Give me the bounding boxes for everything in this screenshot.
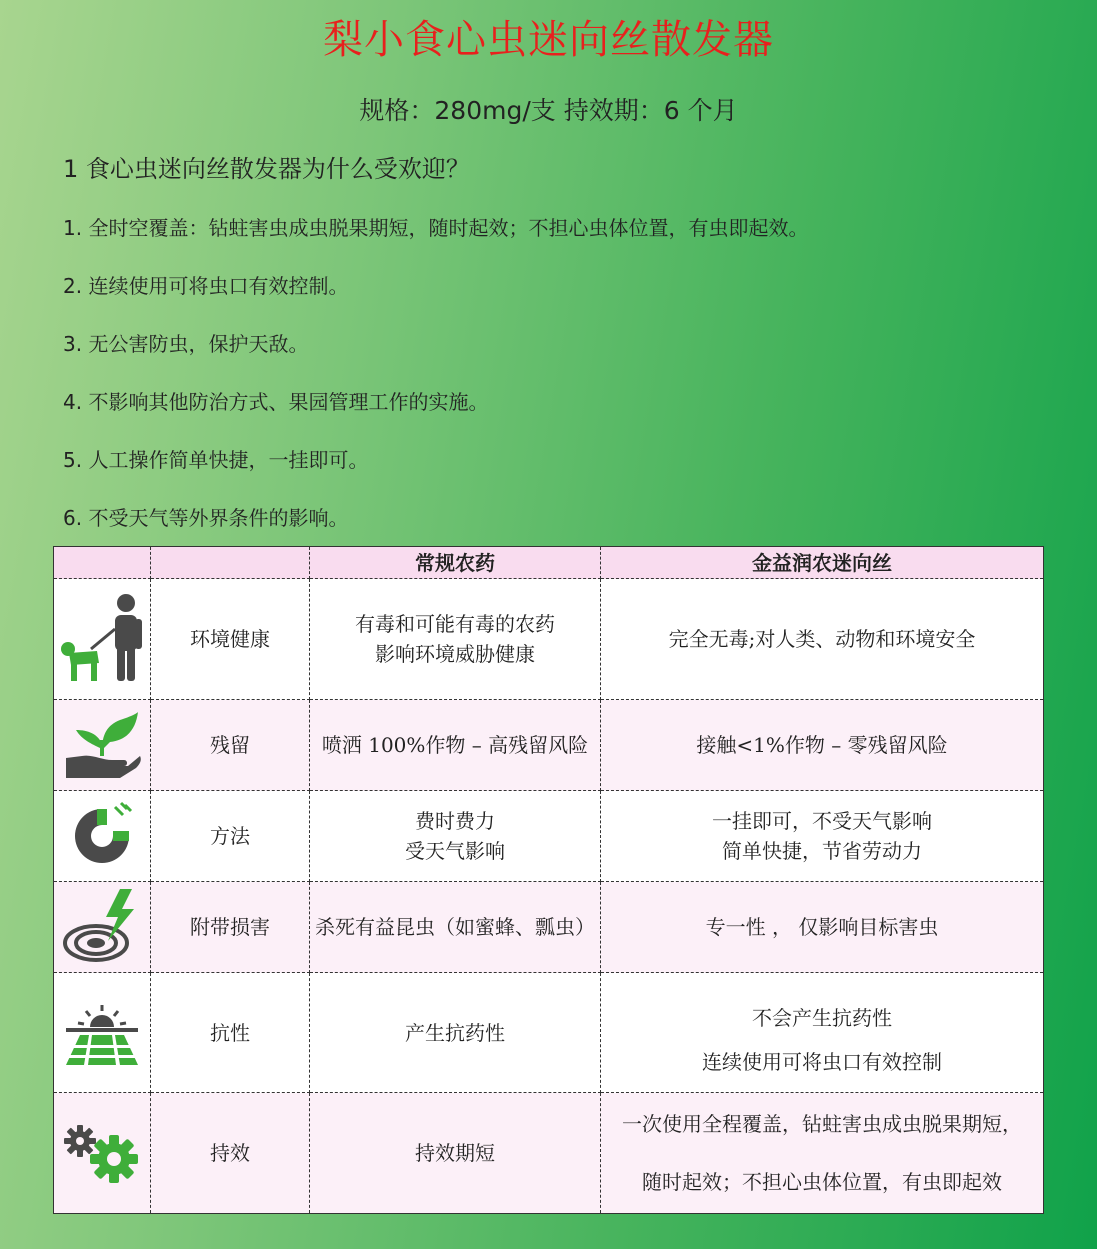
hand-seedling-icon	[62, 710, 142, 780]
sun-field-icon	[62, 1001, 142, 1065]
table-row	[54, 791, 1044, 882]
conventional-cell	[310, 882, 601, 973]
table-row	[54, 973, 1044, 1093]
list-item: 1. 全时空覆盖：钻蛀害虫成虫脱果期短，随时起效；不担心虫体位置，有虫即起效。	[63, 216, 809, 240]
gears-icon	[64, 1123, 140, 1183]
magnet-icon	[67, 801, 137, 871]
cell-line: 产生抗药性	[405, 1020, 505, 1045]
row-label: 持效	[151, 1093, 310, 1214]
list-item: 2. 连续使用可将虫口有效控制。	[63, 274, 349, 298]
cell-line: 持效期短	[415, 1141, 495, 1165]
row-label: 抗性	[151, 973, 310, 1093]
product-cell	[601, 791, 1044, 882]
cell-line: 接触<1%作物 – 零残留风险	[696, 733, 948, 757]
person-walking-dog-icon	[57, 589, 147, 689]
product-cell	[601, 973, 1044, 1093]
row-icon-cell	[54, 973, 151, 1093]
table-header-row	[54, 547, 1044, 579]
conventional-cell	[310, 579, 601, 700]
row-label: 残留	[151, 700, 310, 791]
target-lightning-icon	[62, 887, 142, 967]
product-cell	[601, 1093, 1044, 1214]
header-cell-product: 金益润农迷向丝	[601, 547, 1044, 579]
cell-line: 喷洒 100%作物 – 高残留风险	[321, 733, 589, 757]
row-label: 环境健康	[151, 579, 310, 700]
header-cell-conventional: 常规农药	[310, 547, 601, 579]
row-label: 方法	[151, 791, 310, 882]
table-row	[54, 700, 1044, 791]
row-icon-cell	[54, 882, 151, 973]
row-icon-cell	[54, 700, 151, 791]
cell-line: 费时费力	[415, 809, 495, 833]
cell-line: 有毒和可能有毒的农药	[355, 612, 555, 636]
conventional-cell	[310, 973, 601, 1093]
list-item: 6. 不受天气等外界条件的影响。	[63, 506, 349, 530]
benefit-list	[63, 208, 808, 556]
list-item: 3. 无公害防虫，保护天敌。	[63, 332, 309, 356]
comparison-table	[53, 546, 1044, 1214]
cell-line: 杀死有益昆虫（如蜜蜂、瓢虫）	[315, 915, 595, 939]
conventional-cell	[310, 1093, 601, 1214]
cell-line: 不会产生抗药性	[752, 1005, 892, 1030]
cell-line: 简单快捷，节省劳动力	[722, 839, 922, 863]
table-row	[54, 579, 1044, 700]
cell-line: 连续使用可将虫口有效控制	[702, 1049, 942, 1074]
cell-line: 影响环境威胁健康	[375, 642, 535, 666]
table-row	[54, 1093, 1044, 1214]
conventional-cell	[310, 700, 601, 791]
list-item: 4. 不影响其他防治方式、果园管理工作的实施。	[63, 390, 489, 414]
page-title: 梨小食心虫迷向丝散发器	[323, 17, 774, 63]
conventional-cell	[310, 791, 601, 882]
row-icon-cell	[54, 791, 151, 882]
cell-line: 一挂即可，不受天气影响	[712, 809, 932, 833]
header-cell	[54, 547, 151, 579]
cell-line: 一次使用全程覆盖，钻蛀害虫成虫脱果期短，	[622, 1112, 1022, 1136]
header-cell	[151, 547, 310, 579]
product-cell	[601, 579, 1044, 700]
product-cell	[601, 882, 1044, 973]
list-item: 5. 人工操作简单快捷，一挂即可。	[63, 448, 369, 472]
row-icon-cell	[54, 1093, 151, 1214]
cell-line: 受天气影响	[405, 839, 505, 863]
section-heading: 1 食心虫迷向丝散发器为什么受欢迎？	[63, 155, 470, 183]
row-icon-cell	[54, 579, 151, 700]
table-row	[54, 882, 1044, 973]
cell-line: 专一性 ， 仅影响目标害虫	[705, 915, 939, 939]
cell-line: 完全无毒;对人类、动物和环境安全	[668, 627, 976, 651]
cell-line: 随时起效；不担心虫体位置，有虫即起效	[642, 1170, 1002, 1194]
spec-line: 规格：280mg/支 持效期：6 个月	[359, 96, 738, 125]
row-label: 附带损害	[151, 882, 310, 973]
product-cell	[601, 700, 1044, 791]
